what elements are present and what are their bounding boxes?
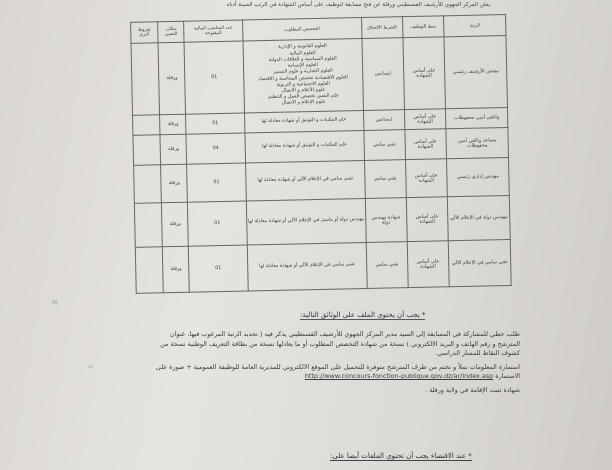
specialty-line: العلوم الاجتماعية و التربوية [276, 81, 330, 88]
cell-rank: مساعد وثائقي أمين محفوظات [446, 127, 508, 158]
cell-rank: مهندس دولة في الإعلام الآلي [447, 195, 510, 240]
cell-other [134, 203, 162, 248]
cell-specialty [245, 131, 365, 163]
cell-mode: على أساس الشهادة [406, 197, 449, 242]
cell-other [134, 165, 162, 204]
cell-mode: على أساس الشهادة [405, 159, 447, 198]
list-item-text: استمارة المعلومات تملأ و تختم من طرف المترشح متوفرة للتحميل على الموقع الالكتروني للمديرية العامة للوظيفة العمومية + صورة على الاستمارة [155, 362, 520, 381]
cell-place: ورقلة [158, 42, 186, 115]
col-place: مكان التعيين [158, 21, 185, 43]
specialty-line: العلوم الاقتصادية تخصص المحاسبة و الاقتصاد [258, 74, 349, 82]
cell-specialty [245, 160, 365, 200]
cell-rank: تقني سامي في الإعلام الآلي [448, 239, 511, 286]
cell-mode: على أساس الشهادة [407, 241, 450, 288]
specialty-line: العلوم الإنسانية [287, 63, 318, 69]
documents-section-title: * يجب أن يحتوي الملف على الوثائق التالية: [300, 311, 426, 319]
cell-rank: مهندس إداري رئيسي [447, 157, 510, 196]
specialty-line: علم المكتبات و التوثيق أو شهادة معادلة لها [261, 117, 347, 125]
col-rank: الرتبة [444, 15, 506, 37]
cell-condition: تقني سامي [365, 160, 406, 199]
table-row [135, 239, 511, 293]
table-row [134, 195, 510, 247]
table-row [131, 36, 507, 116]
list-item: طلب خطي للمشاركة في المسابقة إلى السيد مدير المركز الجهوي للأرشيف القسنطيني يذكر فيه ( تحديد الرتبة المرغوب فيها، عنوان المترشح و رقم الهاتف و البريد الالكتروني ) نسخة من شهادة التخصص المطلوب أو ما يعادلها نسخة من بطاقة التعريف الوطنية نسخة من كشوف النقاط للمسار الدراسي. [160, 330, 520, 358]
specialty-line: العلوم القانونية و الإدارية [278, 44, 327, 51]
specialty-line: تقني سامي في الإعلام الآلي أو شهادة معادلة لها [257, 176, 354, 184]
cell-mode: على أساس الشهادة [403, 37, 446, 110]
specialty-line: تقني سامي في الإعلام الآلي أو شهادة معادلة لها [259, 262, 355, 270]
specialty-line: مهندس دولة أو ماستر في الإعلام الآلي أو شهادة معادلة لها [247, 217, 365, 225]
job-positions-table [130, 14, 512, 294]
cell-condition: تقني سامي [366, 242, 408, 289]
cell-other [133, 135, 161, 166]
cell-place: ورقلة [160, 134, 187, 165]
col-specialty: التخصص المطلوب [242, 18, 362, 41]
cell-specialty [247, 242, 367, 290]
col-condition: الشرط الالتحاق [362, 17, 403, 39]
cell-specialty [244, 111, 364, 133]
specialty-line: العلوم السياسية و العلاقات الدولية [268, 56, 337, 63]
cell-posts: 01 [184, 41, 244, 114]
cell-specialty [243, 39, 364, 113]
paper-smudge [88, 365, 93, 368]
list-item [150, 363, 520, 382]
cell-posts: 01 [186, 113, 245, 134]
announcement-header: يعلن المركز الجهوي للأرشيف القسنطيني ورقلة عن فتح مسابقة لتوظيف على أساس الشهادة في الرتب المبينة أدناه [226, 2, 490, 8]
col-recruitment-mode: نمط التوظيف [402, 16, 444, 38]
cell-mode: على أساس الشهادة [404, 109, 446, 130]
cell-specialty [246, 198, 366, 244]
cell-condition: ليسانس [362, 38, 404, 111]
optional-documents-title: * عند الاقتضاء يجب أن تحتوي الملفات أيضا على: [330, 452, 472, 460]
cell-condition: شهادة مهندس دولة [365, 198, 406, 243]
documents-list [150, 330, 520, 400]
cell-place: ورقلة [161, 164, 188, 203]
cell-other [135, 247, 163, 294]
cell-rank: وثائقي أمين محفوظات [446, 107, 508, 128]
cell-posts: 01 [187, 163, 246, 202]
col-other: شروط أخرى [131, 22, 159, 44]
specialty-line: علوم الإعلام و الاتصال [281, 100, 326, 107]
specialty-line: العلوم المالية [289, 50, 316, 57]
cell-place: ورقلة [162, 202, 189, 247]
recruitment-site-link[interactable]: http://www.concours-fonction-publique.gov.dz/ar/index.asp [304, 372, 494, 381]
specialty-line: علم النفس تخصص العمل و التنظيم [268, 93, 339, 101]
cell-other [131, 43, 160, 116]
paper-smudge [52, 300, 58, 304]
list-item: شهادة تثبت الإقامة في ولاية ورقلة . [425, 385, 520, 394]
cell-rank: مفتش الأرشيف رئيسي [444, 36, 507, 109]
cell-posts: 01 [188, 201, 247, 246]
col-posts: عدد المناصب المالية المفتوحة [184, 20, 243, 42]
specialty-line: علوم الأعلام و الاتصال [281, 87, 326, 94]
cell-condition: تقني سامي [364, 130, 405, 161]
cell-mode: على أساس الشهادة [404, 129, 446, 160]
cell-place: ورقلة [160, 114, 187, 135]
cell-posts: 04 [186, 133, 245, 164]
cell-posts: 01 [189, 245, 248, 292]
cell-condition: ليسانس [363, 110, 404, 131]
cell-other [133, 115, 161, 136]
specialty-line: العلوم التجارية و علوم التسيير [273, 68, 333, 76]
specialty-line: علم المكتبات و التوثيق أو شهادة معادلة لها [262, 142, 347, 150]
cell-place: ورقلة [162, 246, 189, 293]
